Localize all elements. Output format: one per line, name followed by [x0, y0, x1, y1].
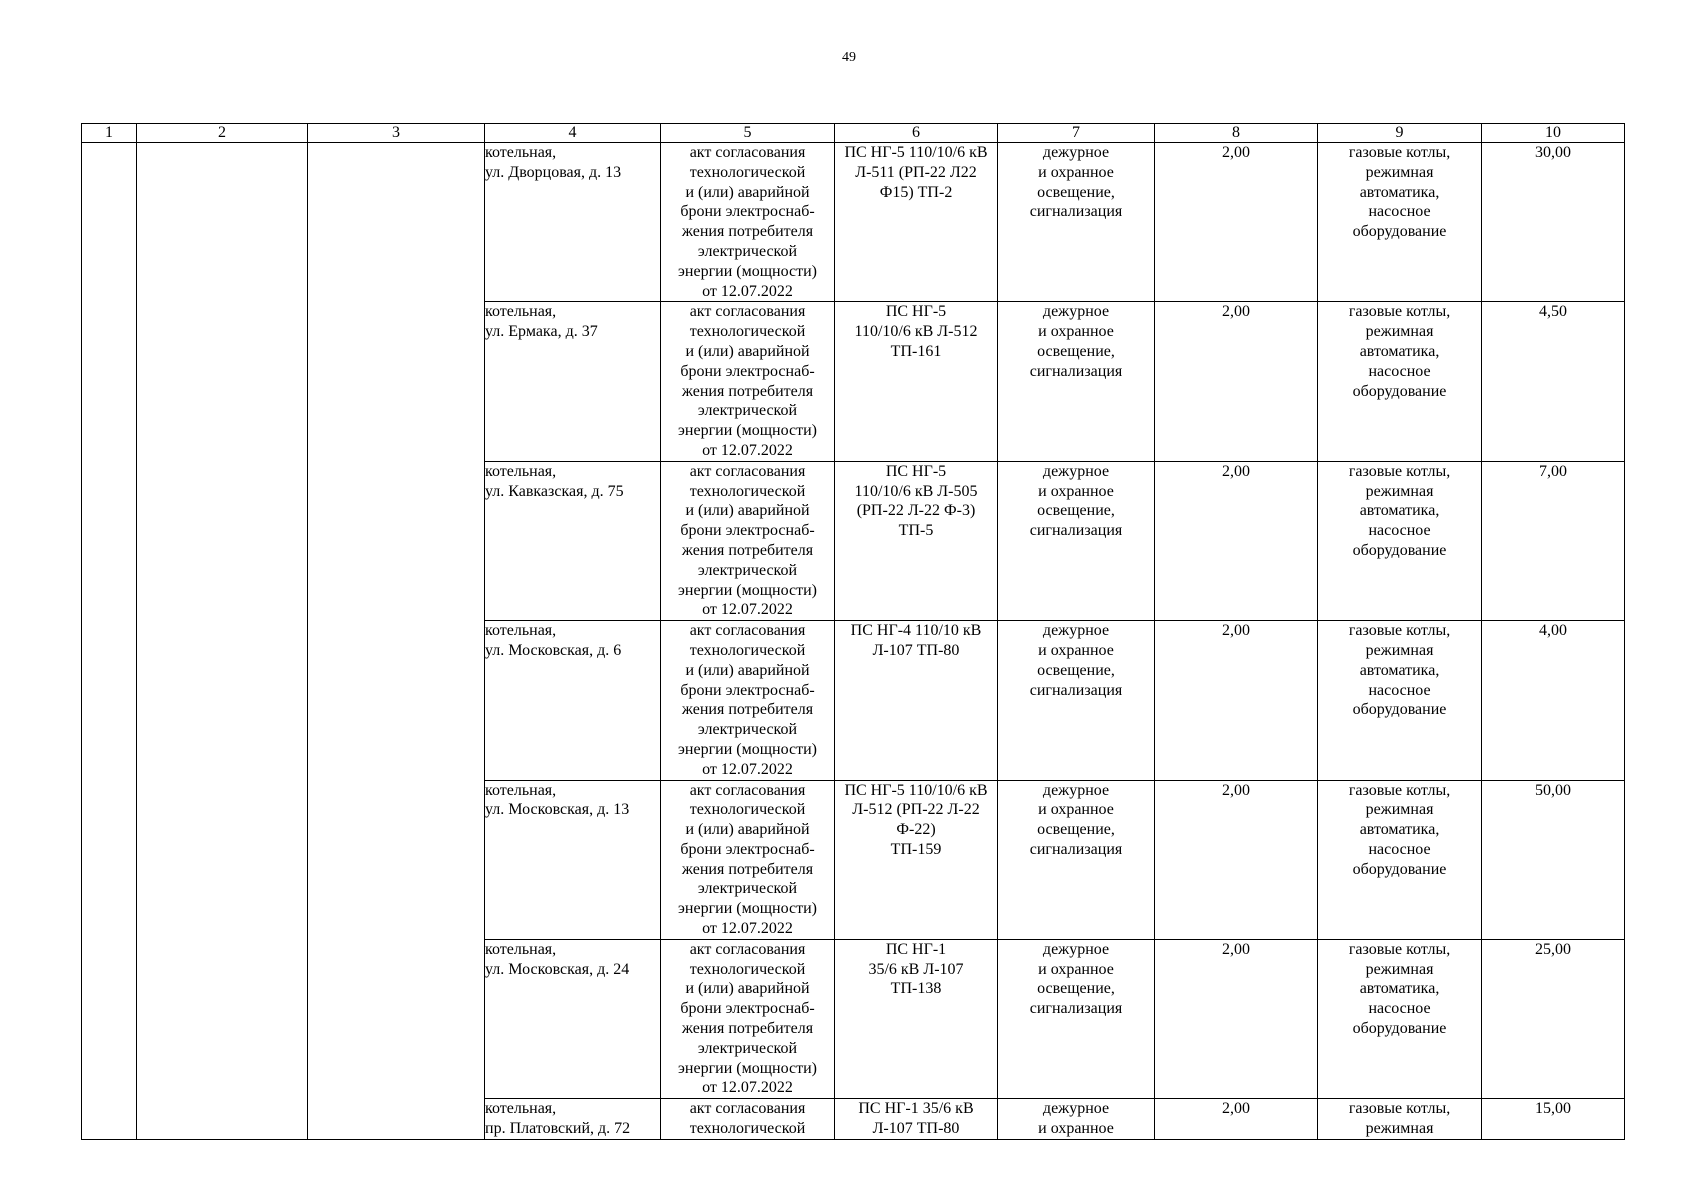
header-row	[82, 124, 1625, 143]
facility-name-cell: котельная, ул. Кавказская, д. 75	[485, 461, 661, 620]
equipment-cell: газовые котлы, режимная автоматика, насосное оборудование	[1318, 143, 1482, 302]
header-cell-6: 6	[835, 124, 998, 143]
header-cell-10: 10	[1482, 124, 1625, 143]
value-col-10-cell: 7,00	[1482, 461, 1625, 620]
facility-name-cell: котельная, ул. Московская, д. 24	[485, 939, 661, 1098]
header-cell-5: 5	[661, 124, 835, 143]
value-col-10-cell: 30,00	[1482, 143, 1625, 302]
table-row	[82, 143, 1625, 302]
table-body	[82, 143, 1625, 1140]
table-header	[82, 124, 1625, 143]
header-cell-8: 8	[1155, 124, 1318, 143]
value-col-10-cell: 50,00	[1482, 780, 1625, 939]
act-document-cell: акт согласования технологической	[661, 1099, 835, 1140]
power-source-cell: ПС НГ-1 35/6 кВ Л-107 ТП-138	[835, 939, 998, 1098]
load-type-cell: дежурное и охранное освещение, сигнализация	[998, 939, 1155, 1098]
value-col-10-cell: 15,00	[1482, 1099, 1625, 1140]
load-type-cell: дежурное и охранное освещение, сигнализация	[998, 780, 1155, 939]
power-source-cell: ПС НГ-1 35/6 кВ Л-107 ТП-80	[835, 1099, 998, 1140]
value-col-8-cell: 2,00	[1155, 780, 1318, 939]
load-type-cell: дежурное и охранное освещение, сигнализация	[998, 461, 1155, 620]
value-col-10-cell: 25,00	[1482, 939, 1625, 1098]
header-cell-9: 9	[1318, 124, 1482, 143]
header-cell-2: 2	[137, 124, 308, 143]
cell-col-3	[308, 143, 485, 1140]
act-document-cell: акт согласования технологической и (или) аварийной брони электроснаб- жения потребителя электрической энергии (мощности) от 12.07.2022	[661, 461, 835, 620]
facility-name-cell: котельная, ул. Московская, д. 6	[485, 621, 661, 780]
value-col-8-cell: 2,00	[1155, 302, 1318, 461]
power-source-cell: ПС НГ-5 110/10/6 кВ Л-512 ТП-161	[835, 302, 998, 461]
value-col-8-cell: 2,00	[1155, 939, 1318, 1098]
header-cell-4: 4	[485, 124, 661, 143]
load-type-cell: дежурное и охранное освещение, сигнализация	[998, 143, 1155, 302]
act-document-cell: акт согласования технологической и (или) аварийной брони электроснаб- жения потребителя электрической энергии (мощности) от 12.07.2022	[661, 780, 835, 939]
value-col-8-cell: 2,00	[1155, 1099, 1318, 1140]
facility-name-cell: котельная, пр. Платовский, д. 72	[485, 1099, 661, 1140]
equipment-cell: газовые котлы, режимная автоматика, насосное оборудование	[1318, 302, 1482, 461]
equipment-cell: газовые котлы, режимная автоматика, насосное оборудование	[1318, 621, 1482, 780]
value-col-10-cell: 4,00	[1482, 621, 1625, 780]
act-document-cell: акт согласования технологической и (или) аварийной брони электроснаб- жения потребителя электрической энергии (мощности) от 12.07.2022	[661, 939, 835, 1098]
equipment-cell: газовые котлы, режимная автоматика, насосное оборудование	[1318, 780, 1482, 939]
facility-name-cell: котельная, ул. Ермака, д. 37	[485, 302, 661, 461]
header-cell-3: 3	[308, 124, 485, 143]
load-type-cell: дежурное и охранное освещение, сигнализация	[998, 621, 1155, 780]
power-source-cell: ПС НГ-5 110/10/6 кВ Л-511 (РП-22 Л22 Ф15) ТП-2	[835, 143, 998, 302]
act-document-cell: акт согласования технологической и (или) аварийной брони электроснаб- жения потребителя электрической энергии (мощности) от 12.07.2022	[661, 621, 835, 780]
power-source-cell: ПС НГ-5 110/10/6 кВ Л-512 (РП-22 Л-22 Ф-22) ТП-159	[835, 780, 998, 939]
header-cell-1: 1	[82, 124, 137, 143]
value-col-10-cell: 4,50	[1482, 302, 1625, 461]
load-type-cell: дежурное и охранное освещение, сигнализация	[998, 302, 1155, 461]
header-cell-7: 7	[998, 124, 1155, 143]
cell-col-1	[82, 143, 137, 1140]
cell-col-2	[137, 143, 308, 1140]
value-col-8-cell: 2,00	[1155, 621, 1318, 780]
equipment-cell: газовые котлы, режимная автоматика, насосное оборудование	[1318, 939, 1482, 1098]
power-source-cell: ПС НГ-4 110/10 кВ Л-107 ТП-80	[835, 621, 998, 780]
document-table	[81, 123, 1625, 1140]
page-number: 49	[842, 50, 856, 65]
power-source-cell: ПС НГ-5 110/10/6 кВ Л-505 (РП-22 Л-22 Ф-3) ТП-5	[835, 461, 998, 620]
facility-name-cell: котельная, ул. Дворцовая, д. 13	[485, 143, 661, 302]
facility-name-cell: котельная, ул. Московская, д. 13	[485, 780, 661, 939]
load-type-cell: дежурное и охранное	[998, 1099, 1155, 1140]
act-document-cell: акт согласования технологической и (или) аварийной брони электроснаб- жения потребителя электрической энергии (мощности) от 12.07.2022	[661, 143, 835, 302]
equipment-cell: газовые котлы, режимная	[1318, 1099, 1482, 1140]
equipment-cell: газовые котлы, режимная автоматика, насосное оборудование	[1318, 461, 1482, 620]
act-document-cell: акт согласования технологической и (или) аварийной брони электроснаб- жения потребителя электрической энергии (мощности) от 12.07.2022	[661, 302, 835, 461]
value-col-8-cell: 2,00	[1155, 461, 1318, 620]
value-col-8-cell: 2,00	[1155, 143, 1318, 302]
